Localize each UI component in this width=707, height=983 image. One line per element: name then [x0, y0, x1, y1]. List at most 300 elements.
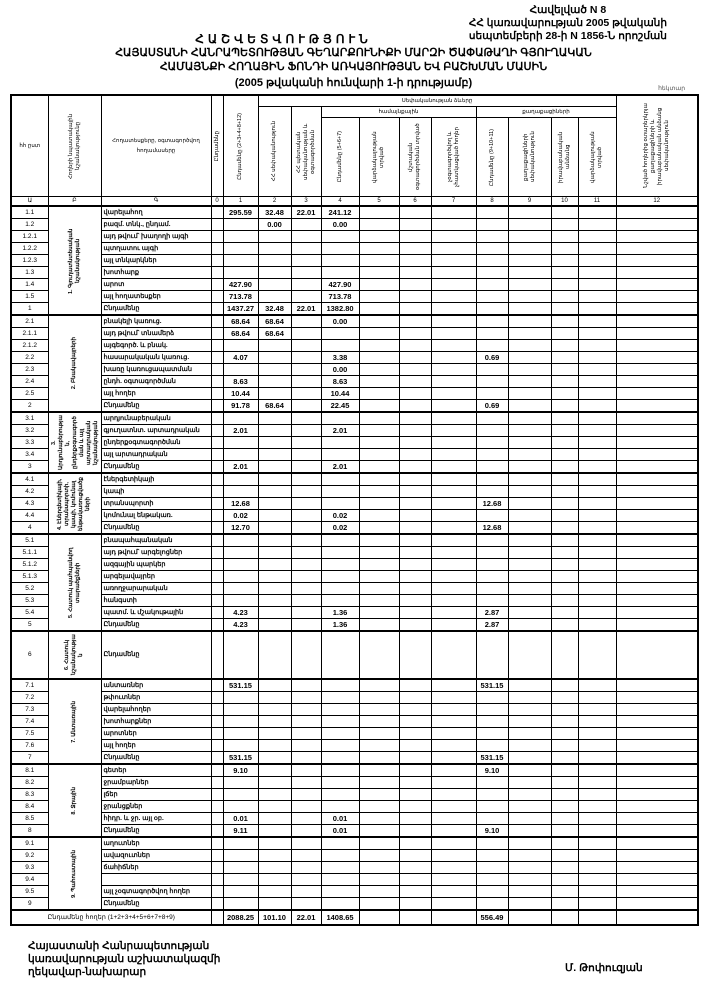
area-cell-0 — [211, 291, 223, 303]
value-col-7 — [431, 850, 476, 862]
value-col-7 — [431, 315, 476, 328]
table-row — [11, 364, 698, 376]
value-col-11 — [578, 679, 616, 692]
value-col-10 — [551, 631, 578, 679]
column-number: 8 — [476, 197, 508, 207]
header-text: Ընդամենը (2+3+4+8+12) — [237, 112, 243, 180]
value-col-7 — [431, 486, 476, 498]
value-col-5 — [359, 461, 399, 474]
column-number: Բ — [48, 197, 101, 207]
value-col-6 — [399, 376, 431, 388]
value-col-10 — [551, 510, 578, 522]
value-col-9 — [508, 740, 551, 752]
header-col-7 — [431, 118, 476, 197]
value-col-10 — [551, 813, 578, 825]
value-col-6 — [399, 716, 431, 728]
land-type-name: այլ չօգտագործվող հողեր — [101, 886, 211, 898]
area-cell-0 — [211, 777, 223, 789]
land-type-name — [101, 874, 211, 886]
value-col-8 — [476, 559, 508, 571]
value-col-12 — [616, 740, 698, 752]
area-cell-0 — [211, 716, 223, 728]
value-col-8 — [476, 449, 508, 461]
value-col-9 — [508, 571, 551, 583]
value-col-2 — [258, 631, 291, 679]
value-col-12 — [616, 728, 698, 740]
value-col-5 — [359, 595, 399, 607]
value-col-3: 22.01 — [291, 303, 321, 316]
value-col-2 — [258, 740, 291, 752]
value-col-2 — [258, 231, 291, 243]
row-code: 9.2 — [11, 850, 48, 862]
value-col-3 — [291, 704, 321, 716]
value-col-11 — [578, 571, 616, 583]
value-col-8 — [476, 716, 508, 728]
value-col-2 — [258, 716, 291, 728]
value-col-5 — [359, 679, 399, 692]
row-code: 4 — [11, 522, 48, 535]
row-code: 2.5 — [11, 388, 48, 400]
value-col-1 — [223, 255, 258, 267]
land-type-name: խառը կառուցապատման — [101, 364, 211, 376]
value-col-2 — [258, 412, 291, 425]
value-col-2 — [258, 243, 291, 255]
value-col-2 — [258, 813, 291, 825]
value-col-1: 9.10 — [223, 764, 258, 777]
value-col-12 — [616, 412, 698, 425]
value-col-8 — [476, 388, 508, 400]
value-col-9 — [508, 559, 551, 571]
table-row — [11, 740, 698, 752]
area-cell-0 — [211, 279, 223, 291]
value-col-1 — [223, 874, 258, 886]
value-col-11 — [578, 559, 616, 571]
value-col-9 — [508, 886, 551, 898]
value-col-2 — [258, 388, 291, 400]
value-col-6 — [399, 255, 431, 267]
row-code: 7.1 — [11, 679, 48, 692]
value-col-12 — [616, 243, 698, 255]
value-col-2 — [258, 559, 291, 571]
value-col-8 — [476, 267, 508, 279]
value-col-1 — [223, 340, 258, 352]
value-col-6 — [399, 595, 431, 607]
value-col-1 — [223, 716, 258, 728]
unit-label: հեկտար — [658, 86, 685, 92]
value-col-11 — [578, 740, 616, 752]
row-code: 8.4 — [11, 801, 48, 813]
value-col-8 — [476, 364, 508, 376]
value-col-11 — [578, 850, 616, 862]
table-row — [11, 219, 698, 231]
table-row — [11, 425, 698, 437]
value-col-1: 4.07 — [223, 352, 258, 364]
value-col-5 — [359, 267, 399, 279]
value-col-11 — [578, 219, 616, 231]
value-col-9 — [508, 473, 551, 486]
table-row — [11, 631, 698, 679]
row-code: 1.3 — [11, 267, 48, 279]
value-col-2 — [258, 376, 291, 388]
value-col-8 — [476, 231, 508, 243]
land-type-name: Ընդամենը — [101, 522, 211, 535]
value-col-12 — [616, 777, 698, 789]
land-type-name: էներգետիկայի — [101, 473, 211, 486]
value-col-12 — [616, 473, 698, 486]
value-col-11 — [578, 243, 616, 255]
value-col-11 — [578, 801, 616, 813]
land-type-name: գյուղատնտ. արտադրական — [101, 425, 211, 437]
row-code: 6 — [11, 631, 48, 679]
value-col-3 — [291, 559, 321, 571]
value-col-7 — [431, 364, 476, 376]
value-col-12 — [616, 789, 698, 801]
value-col-3 — [291, 679, 321, 692]
value-col-7 — [431, 400, 476, 413]
row-code: 2.4 — [11, 376, 48, 388]
area-cell-0 — [211, 704, 223, 716]
value-col-3 — [291, 400, 321, 413]
table-row — [11, 412, 698, 425]
value-col-8: 0.69 — [476, 352, 508, 364]
value-col-12 — [616, 328, 698, 340]
value-col-12 — [616, 303, 698, 316]
value-col-7 — [431, 595, 476, 607]
header-category — [48, 95, 101, 197]
value-col-4 — [321, 862, 359, 874]
header-area — [211, 95, 223, 197]
value-col-12 — [616, 376, 698, 388]
value-col-10 — [551, 547, 578, 559]
land-type-name: բնապահպանական — [101, 534, 211, 547]
value-col-6 — [399, 267, 431, 279]
value-col-11 — [578, 607, 616, 619]
value-col-9 — [508, 279, 551, 291]
area-cell-0 — [211, 837, 223, 850]
header-text: մշտական օգտագործման տրված — [408, 123, 421, 191]
value-col-9 — [508, 376, 551, 388]
value-col-10 — [551, 522, 578, 535]
value-col-6 — [399, 510, 431, 522]
value-col-3 — [291, 825, 321, 838]
value-col-7 — [431, 886, 476, 898]
land-type-name: Ընդամենը — [101, 303, 211, 316]
value-col-5 — [359, 631, 399, 679]
value-col-5 — [359, 716, 399, 728]
area-cell-0 — [211, 461, 223, 474]
header-col-9 — [508, 118, 551, 197]
value-col-10 — [551, 534, 578, 547]
value-col-1 — [223, 267, 258, 279]
total-col-10 — [551, 910, 578, 925]
value-col-12 — [616, 752, 698, 765]
value-col-12 — [616, 559, 698, 571]
document-date: (2005 թվականի հունվարի 1-ի դրությամբ) — [234, 77, 473, 89]
value-col-10 — [551, 777, 578, 789]
row-code: 7.2 — [11, 692, 48, 704]
value-col-1 — [223, 728, 258, 740]
value-col-10 — [551, 704, 578, 716]
subtitle-line: ՀԱՅԱՍՏԱՆԻ ՀԱՆՐԱՊԵՏՈՒԹՅԱՆ ԳԵՂԱՐՔՈՒՆԻՔԻ ՄԱՐԶԻ ԾԱՓԱԹԱՂԻ ԳՅՈՒՂԱԿԱՆ — [115, 47, 592, 59]
value-col-10 — [551, 607, 578, 619]
value-col-9 — [508, 692, 551, 704]
value-col-1: 2.01 — [223, 461, 258, 474]
value-col-4 — [321, 801, 359, 813]
land-type-name: այդ թվում՝ տնամերձ — [101, 328, 211, 340]
row-code: 5 — [11, 619, 48, 632]
value-col-2 — [258, 752, 291, 765]
area-cell-0 — [211, 728, 223, 740]
value-col-3: 22.01 — [291, 206, 321, 219]
value-col-12 — [616, 886, 698, 898]
row-code: 1.2.2 — [11, 243, 48, 255]
appendix-line: Հավելված N 8 — [529, 4, 607, 16]
grand-total-row — [11, 910, 698, 925]
value-col-5 — [359, 231, 399, 243]
value-col-5 — [359, 898, 399, 911]
row-code: 9.3 — [11, 862, 48, 874]
row-code: 3.3 — [11, 437, 48, 449]
table-row — [11, 862, 698, 874]
value-col-8 — [476, 801, 508, 813]
value-col-9 — [508, 437, 551, 449]
value-col-12 — [616, 679, 698, 692]
value-col-8 — [476, 412, 508, 425]
value-col-3 — [291, 437, 321, 449]
value-col-2 — [258, 825, 291, 838]
column-number: 1 — [223, 197, 258, 207]
value-col-8 — [476, 206, 508, 219]
land-type-name: անտառներ — [101, 679, 211, 692]
value-col-5 — [359, 328, 399, 340]
value-col-11 — [578, 412, 616, 425]
column-number: 12 — [616, 197, 698, 207]
value-col-8: 0.69 — [476, 400, 508, 413]
value-col-1 — [223, 595, 258, 607]
value-col-12 — [616, 813, 698, 825]
value-col-12 — [616, 850, 698, 862]
row-code: 8.1 — [11, 764, 48, 777]
value-col-2 — [258, 534, 291, 547]
value-col-5 — [359, 303, 399, 316]
value-col-11 — [578, 449, 616, 461]
table-row — [11, 716, 698, 728]
land-type-name: կոմունալ ենթակառ. — [101, 510, 211, 522]
value-col-5 — [359, 801, 399, 813]
value-col-1 — [223, 473, 258, 486]
value-col-1: 12.70 — [223, 522, 258, 535]
value-col-4: 2.01 — [321, 425, 359, 437]
column-number: 4 — [321, 197, 359, 207]
value-col-10 — [551, 789, 578, 801]
column-number: 7 — [431, 197, 476, 207]
value-col-10 — [551, 206, 578, 219]
value-col-1: 68.64 — [223, 315, 258, 328]
value-col-8 — [476, 219, 508, 231]
table-row — [11, 510, 698, 522]
value-col-7 — [431, 267, 476, 279]
value-col-1 — [223, 437, 258, 449]
value-col-8 — [476, 837, 508, 850]
value-col-4 — [321, 850, 359, 862]
header-citizen-group: քաղաքացիների — [476, 107, 616, 118]
value-col-3 — [291, 243, 321, 255]
value-col-2 — [258, 801, 291, 813]
value-col-8: 12.68 — [476, 498, 508, 510]
value-col-4: 0.00 — [321, 315, 359, 328]
value-col-1 — [223, 243, 258, 255]
total-col-8: 556.49 — [476, 910, 508, 925]
value-col-7 — [431, 461, 476, 474]
value-col-7 — [431, 752, 476, 765]
value-col-11 — [578, 898, 616, 911]
table-row — [11, 461, 698, 474]
land-fund-table — [10, 94, 699, 926]
value-col-11 — [578, 728, 616, 740]
value-col-3 — [291, 219, 321, 231]
row-code: 9.5 — [11, 886, 48, 898]
value-col-7 — [431, 510, 476, 522]
value-col-11 — [578, 510, 616, 522]
value-col-10 — [551, 862, 578, 874]
value-col-6 — [399, 473, 431, 486]
area-cell-0 — [211, 219, 223, 231]
value-col-6 — [399, 813, 431, 825]
value-col-7 — [431, 412, 476, 425]
land-type-name: բազմ. տնկ., ընդամ. — [101, 219, 211, 231]
value-col-1: 10.44 — [223, 388, 258, 400]
category-label: 8. Ջրային — [71, 786, 77, 815]
header-text: Հողատեսքերը, օգտագործվող հողամասերը — [112, 138, 200, 154]
value-col-10 — [551, 449, 578, 461]
total-col-9 — [508, 910, 551, 925]
value-col-5 — [359, 364, 399, 376]
value-col-4 — [321, 498, 359, 510]
row-code: 7.4 — [11, 716, 48, 728]
row-code: 5.1 — [11, 534, 48, 547]
area-cell-0 — [211, 486, 223, 498]
value-col-3 — [291, 571, 321, 583]
value-col-1: 295.59 — [223, 206, 258, 219]
row-code: 8.5 — [11, 813, 48, 825]
value-col-8 — [476, 243, 508, 255]
value-col-4 — [321, 255, 359, 267]
header-text: Նշված հողերից օտարերկրյա քաղաքացիների և իրավաբանական անձանց սեփականություն — [642, 103, 670, 189]
row-code: 4.4 — [11, 510, 48, 522]
value-col-11 — [578, 522, 616, 535]
table-row — [11, 559, 698, 571]
table-row — [11, 437, 698, 449]
value-col-6 — [399, 328, 431, 340]
value-col-8 — [476, 328, 508, 340]
row-code: 2.2 — [11, 352, 48, 364]
value-col-4 — [321, 231, 359, 243]
value-col-12 — [616, 716, 698, 728]
area-cell-0 — [211, 267, 223, 279]
value-col-9 — [508, 328, 551, 340]
total-col-5 — [359, 910, 399, 925]
value-col-2 — [258, 898, 291, 911]
value-col-1 — [223, 571, 258, 583]
value-col-4 — [321, 473, 359, 486]
area-cell-0 — [211, 583, 223, 595]
value-col-6 — [399, 340, 431, 352]
land-type-name: այլ հողեր — [101, 740, 211, 752]
row-code: 8.3 — [11, 789, 48, 801]
header-text: չօգտագործվող և չհատկացված հողեր — [446, 127, 460, 187]
value-col-1: 12.68 — [223, 498, 258, 510]
value-col-5 — [359, 279, 399, 291]
value-col-1 — [223, 583, 258, 595]
area-cell-0 — [211, 388, 223, 400]
value-col-5 — [359, 789, 399, 801]
value-col-9 — [508, 449, 551, 461]
row-code: 1.2 — [11, 219, 48, 231]
value-col-7 — [431, 837, 476, 850]
area-cell-0 — [211, 449, 223, 461]
value-col-10 — [551, 559, 578, 571]
value-col-3 — [291, 752, 321, 765]
header-text: Ընդամենը (5+6+7) — [336, 131, 343, 183]
value-col-10 — [551, 498, 578, 510]
area-cell-0 — [211, 910, 223, 925]
value-col-5 — [359, 874, 399, 886]
value-col-5 — [359, 619, 399, 632]
value-col-1 — [223, 631, 258, 679]
row-code: 1.2.3 — [11, 255, 48, 267]
area-cell-0 — [211, 764, 223, 777]
value-col-6 — [399, 874, 431, 886]
value-col-5 — [359, 243, 399, 255]
area-cell-0 — [211, 813, 223, 825]
value-col-1 — [223, 486, 258, 498]
value-col-3 — [291, 376, 321, 388]
value-col-4 — [321, 728, 359, 740]
value-col-12 — [616, 704, 698, 716]
value-col-2 — [258, 437, 291, 449]
value-col-1: 91.78 — [223, 400, 258, 413]
value-col-6 — [399, 898, 431, 911]
value-col-10 — [551, 764, 578, 777]
value-col-1 — [223, 364, 258, 376]
value-col-7 — [431, 340, 476, 352]
area-cell-0 — [211, 340, 223, 352]
land-type-name: այլ տնկարկներ — [101, 255, 211, 267]
value-col-10 — [551, 740, 578, 752]
area-cell-0 — [211, 631, 223, 679]
value-col-8 — [476, 340, 508, 352]
value-col-9 — [508, 789, 551, 801]
value-col-2 — [258, 704, 291, 716]
value-col-7 — [431, 547, 476, 559]
value-col-6 — [399, 291, 431, 303]
total-col-12 — [616, 910, 698, 925]
value-col-3 — [291, 801, 321, 813]
value-col-6 — [399, 534, 431, 547]
value-col-9 — [508, 825, 551, 838]
value-col-4 — [321, 559, 359, 571]
table-row — [11, 498, 698, 510]
value-col-8 — [476, 898, 508, 911]
value-col-5 — [359, 352, 399, 364]
row-code: 2.1.2 — [11, 340, 48, 352]
value-col-8 — [476, 291, 508, 303]
total-col-3: 22.01 — [291, 910, 321, 925]
value-col-1 — [223, 837, 258, 850]
value-col-5 — [359, 473, 399, 486]
land-type-name: Ընդամենը — [101, 752, 211, 765]
header-text: Հողերի նպատակային նշանակությունը — [67, 113, 81, 179]
